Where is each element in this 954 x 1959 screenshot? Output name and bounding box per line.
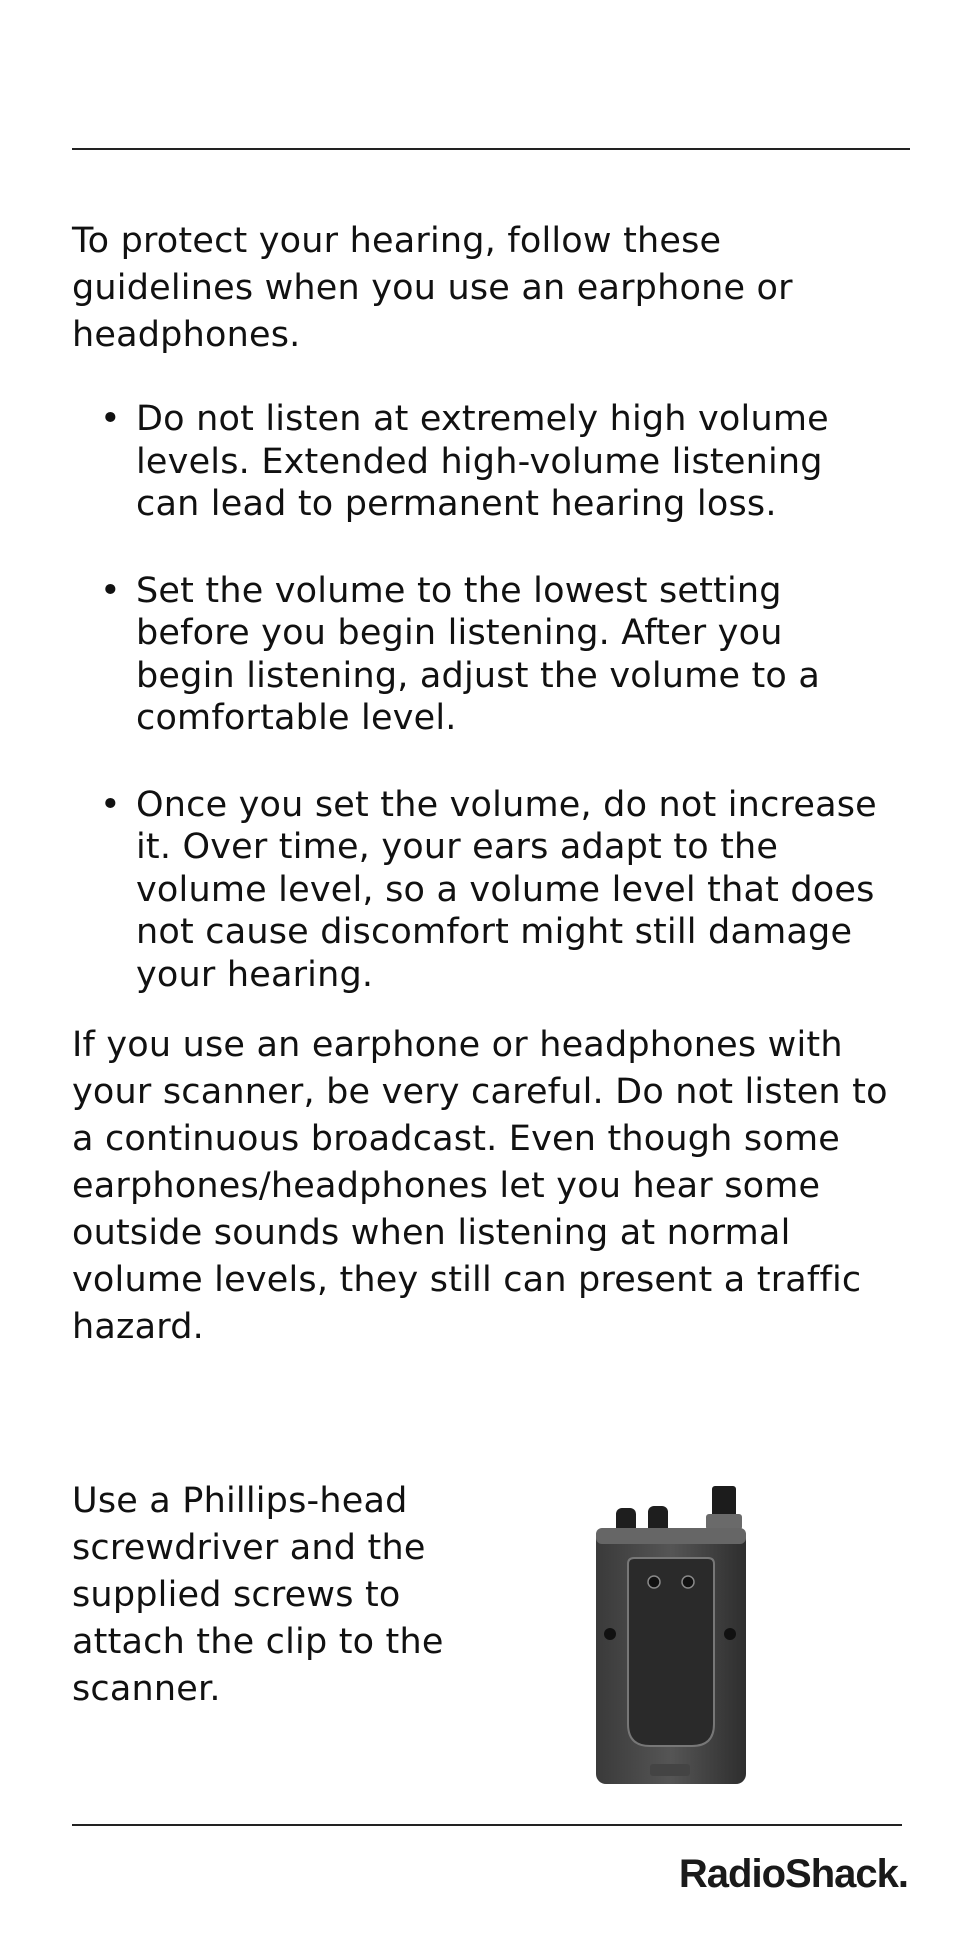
clip-instructions: Use a Phillips-head screwdriver and the supplied screws to attach the clip to the scanner.: [72, 1481, 444, 1709]
bottom-divider: [72, 1824, 902, 1826]
hearing-guidelines-list: [100, 398, 880, 1040]
guideline-text: Do not listen at extremely high volume levels. Extended high-volume listening can lead to permanent hearing loss.: [136, 399, 829, 524]
bullet-icon: •: [100, 784, 121, 825]
hearing-intro-paragraph: To protect your hearing, follow these guidelines when you use an earphone or headphones.: [72, 221, 793, 355]
top-divider: [72, 148, 910, 150]
list-item: [100, 570, 880, 740]
list-item: [100, 784, 880, 997]
guideline-text: Once you set the volume, do not increase it. Over time, your ears adapt to the volume level, so a volume level that does not cause discomfort might still damage your hearing.: [136, 784, 877, 995]
guideline-text: Set the volume to the lowest setting before you begin listening. After you begin listening, adjust the volume to a comfortable level.: [136, 570, 821, 738]
bullet-icon: •: [100, 570, 121, 611]
radioshack-logo: RadioShack.: [678, 1852, 908, 1896]
bullet-icon: •: [100, 399, 121, 439]
traffic-safety-paragraph: If you use an earphone or headphones with your scanner, be very careful. Do not listen to a continuous broadcast. Even though some earphones/headphones let you hear some outside sounds when listening at normal volume levels, they still can present a traffic hazard.: [72, 1025, 888, 1347]
scanner-clip-illustration: [592, 1484, 766, 1784]
list-item: [100, 398, 880, 526]
